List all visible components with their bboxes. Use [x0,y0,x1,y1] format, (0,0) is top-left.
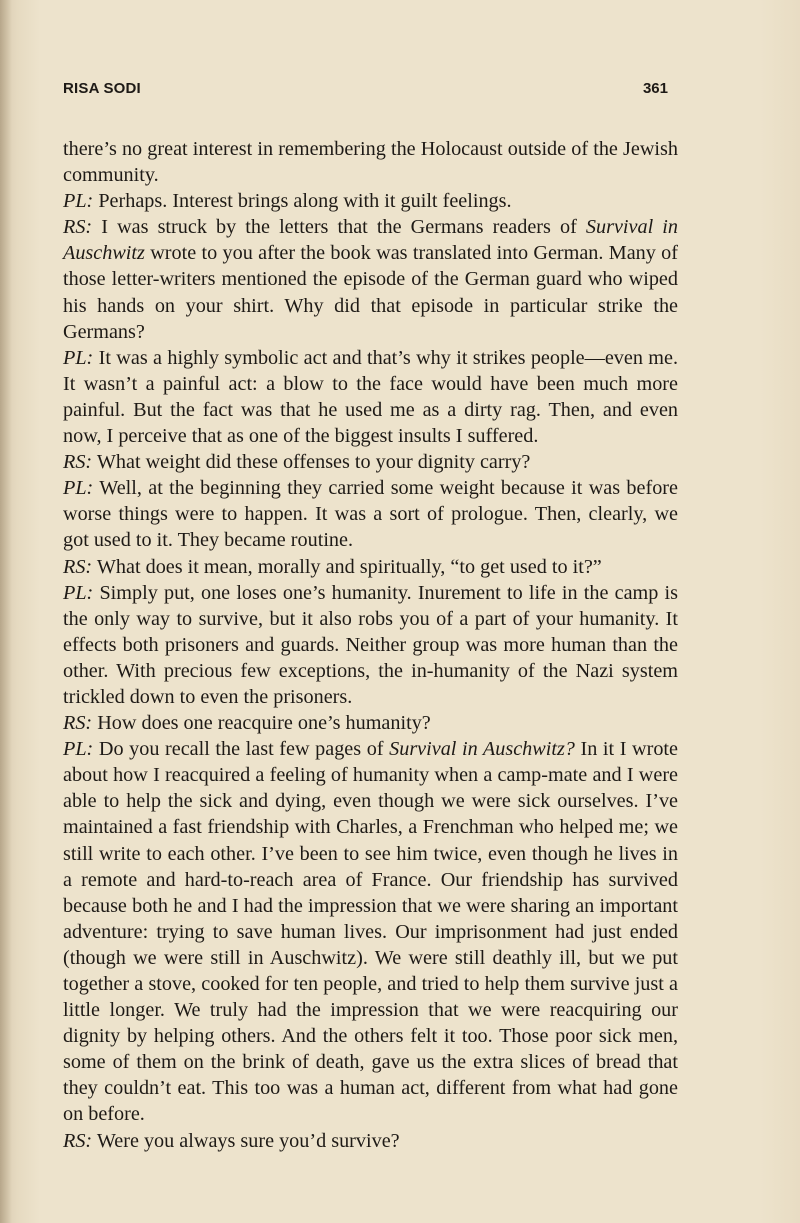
paragraph-text: Perhaps. Interest brings along with it guilt feelings. [93,190,512,213]
speaker-label: RS: [63,1129,93,1152]
speaker-label: PL: [63,581,94,604]
running-head: RISA SODI [63,80,141,97]
paragraph-text: How does one reacquire one’s humanity? [92,712,431,735]
paragraph-text: wrote to you after the book was translated into German. Many of those letter-writers mentioned the episode of the German guard who wiped his hands on your shirt. Why did that episode in particular strike the Germans? [63,242,678,343]
speaker-label: PL: [63,738,94,761]
book-title: Survival in Auschwitz [63,216,679,265]
paragraph [63,449,678,475]
interview-text [63,136,678,1154]
speaker-label: PL: [63,477,94,500]
speaker-label: RS: [63,216,93,239]
paragraph-text: Were you always sure you’d survive? [92,1129,400,1152]
page-header [63,80,668,104]
book-title: Survival in Auschwitz? [389,738,575,761]
paragraph-text: Do you recall the last few pages of [93,738,390,761]
paragraph-text: there’s no great interest in remembering the Holocaust outside of the Jewish community. [63,138,678,187]
speaker-label: RS: [63,451,93,474]
speaker-label: RS: [63,712,93,735]
paragraph [63,214,678,344]
paragraph-text: What does it mean, morally and spiritually, “to get used to it?” [92,555,602,578]
page-gutter-shadow [0,0,12,1223]
speaker-label: PL: [63,346,94,369]
paragraph [63,188,678,214]
paragraph-text: What weight did these offenses to your dignity carry? [92,451,531,474]
speaker-label: RS: [63,555,93,578]
paragraph [63,1128,678,1154]
paragraph-text: I was struck by the letters that the Germans readers of [92,216,586,239]
paragraph-text: Well, at the beginning they carried some weight because it was before worse things were to happen. It was a sort of prologue. Then, clearly, we got used to it. They became routine. [63,477,678,552]
paragraph [63,554,678,580]
paragraph-text: Simply put, one loses one’s humanity. Inurement to life in the camp is the only way to survive, but it also robs you of a part of your humanity. It effects both prisoners and guards. Neither group was more human than the other. With precious few exceptions, the in-humanity of the Nazi system trickled down to even the prisoners. [63,581,678,708]
paragraph [63,710,678,736]
paragraph [63,345,678,449]
speaker-label: PL: [63,190,94,213]
paragraph [63,475,678,553]
paragraph [63,736,678,1127]
paragraph-text: It was a highly symbolic act and that’s why it strikes people—even me. It wasn’t a painful act: a blow to the face would have been much more painful. But the fact was that he used me as a dirty rag. Then, and even now, I perceive that as one of the biggest insults I suffered. [63,346,678,448]
paragraph [63,580,678,710]
paragraph-text: In it I wrote about how I reacquired a feeling of humanity when a camp-mate and I were able to help the sick and dying, even though we were sick ourselves. I’ve maintained a fast friendship with Charles, a Frenchman who helped me; we still write to each other. I’ve been to see him twice, even though he lives in a remote and hard-to-reach area of France. Our friendship has survived because both he and I had the impression that we were sharing an important adventure: trying to save human lives. Our imprisonment had just ended (though we were still in Auschwitz). We were still deathly ill, but we put together a stove, cooked for ten people, and tried to help them survive just a little longer. We truly had the impression that we were reacquiring our dignity by helping others. And the others felt it too. Those poor sick men, some of them on the brink of death, gave us the extra slices of bread that they couldn’t eat. This too was a human act, different from what had gone on before. [63,738,678,1126]
paragraph [63,136,678,188]
page-number: 361 [642,80,668,97]
